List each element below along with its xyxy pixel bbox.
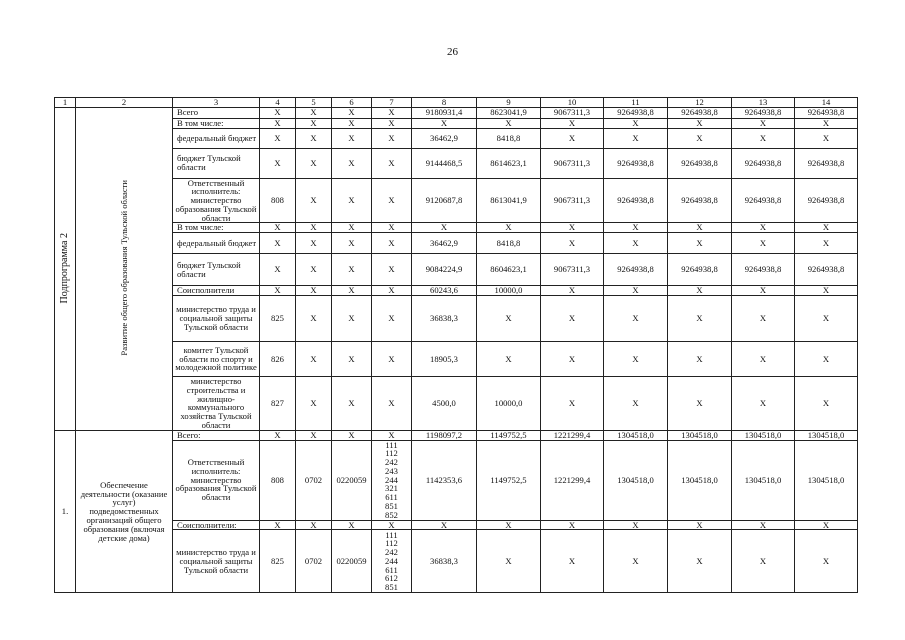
column-header-10: 10 [541,98,604,108]
row-label: Ответственный исполнитель: министерство образования Тульской области [173,440,260,520]
code-cell-c6: Х [332,341,372,376]
amount-cell: 9180931,4 [412,107,477,118]
amount-cell: 1149752,5 [477,430,541,440]
row-label: Соисполнители [173,286,260,296]
amount-cell: 9264938,8 [795,178,858,223]
code-cell-c4: Х [260,520,296,530]
row-label: Всего: [173,430,260,440]
code-cell-c6: Х [332,118,372,128]
amount-cell: Х [795,376,858,430]
amount-cell: Х [477,118,541,128]
amount-cell: 8613041,9 [477,178,541,223]
table-row [55,341,858,376]
code-cell-c6: Х [332,107,372,118]
amount-cell: Х [668,376,732,430]
column-header-11: 11 [604,98,668,108]
expense-type-cell [372,440,412,520]
amount-cell: Х [477,223,541,233]
column-header-13: 13 [732,98,795,108]
amount-cell: 9264938,8 [604,148,668,178]
code-cell-c5: Х [296,376,332,430]
amount-cell: Х [604,118,668,128]
amount-cell: Х [604,128,668,148]
code-cell-c6: Х [332,286,372,296]
amount-cell: Х [732,341,795,376]
amount-cell: Х [668,286,732,296]
amount-cell: Х [477,530,541,593]
column-header-5: 5 [296,98,332,108]
table-row [55,128,858,148]
table-row [55,520,858,530]
amount-cell: Х [477,341,541,376]
amount-cell: 36838,3 [412,295,477,341]
amount-cell: Х [732,295,795,341]
amount-cell: 9264938,8 [668,107,732,118]
amount-cell: 9264938,8 [604,178,668,223]
amount-cell: 9264938,8 [668,148,732,178]
code-cell-c5: Х [296,223,332,233]
table-row [55,430,858,440]
page-number: 26 [447,46,458,58]
amount-cell: 10000,0 [477,376,541,430]
amount-cell: Х [668,128,732,148]
amount-cell: Х [668,295,732,341]
amount-cell: Х [732,118,795,128]
amount-cell: Х [732,286,795,296]
column-header-7: 7 [372,98,412,108]
amount-cell: 1304518,0 [604,440,668,520]
code-cell-c4: Х [260,254,296,286]
code-cell-c4: 808 [260,440,296,520]
expense-type-cell: Х [372,118,412,128]
code-cell-c6: Х [332,376,372,430]
amount-cell: 1142353,6 [412,440,477,520]
amount-cell: 8418,8 [477,128,541,148]
amount-cell: Х [668,223,732,233]
amount-cell: Х [412,520,477,530]
row-label: федеральный бюджет [173,128,260,148]
expense-type-cell: Х [372,376,412,430]
amount-cell: Х [477,295,541,341]
row-label: В том числе: [173,118,260,128]
code-cell-c4: 825 [260,530,296,593]
expense-type-cell: Х [372,178,412,223]
expense-type-cell: Х [372,233,412,254]
code-cell-c5: Х [296,520,332,530]
amount-cell: Х [477,520,541,530]
code-cell-c4: Х [260,107,296,118]
expense-code: 852 [385,509,398,520]
table-row [55,286,858,296]
amount-cell: Х [541,341,604,376]
row-label: бюджет Тульской области [173,148,260,178]
expense-type-cell: Х [372,254,412,286]
amount-cell: Х [604,295,668,341]
amount-cell: 9067311,3 [541,254,604,286]
amount-cell: 9264938,8 [732,254,795,286]
table-row [55,118,858,128]
code-cell-c4: 808 [260,178,296,223]
amount-cell: 1304518,0 [668,430,732,440]
row-label: Соисполнители: [173,520,260,530]
amount-cell: 9067311,3 [541,148,604,178]
code-cell-c6: 0220059 [332,530,372,593]
expense-code: 612 [385,573,398,584]
code-cell-c5: Х [296,254,332,286]
measure-title-cell [76,430,173,592]
table-row [55,254,858,286]
amount-cell: 9067311,3 [541,178,604,223]
amount-cell: 10000,0 [477,286,541,296]
expense-code: 242 [385,547,398,558]
code-cell-c6: Х [332,233,372,254]
expense-type-cell: Х [372,128,412,148]
amount-cell: Х [668,520,732,530]
amount-cell: Х [732,530,795,593]
code-cell-c5: Х [296,233,332,254]
amount-cell: Х [795,128,858,148]
amount-cell: Х [668,341,732,376]
code-cell-c4: 827 [260,376,296,430]
expense-code: 244 [385,555,398,566]
amount-cell: Х [541,128,604,148]
amount-cell: 9264938,8 [604,107,668,118]
row-label: министерство труда и социальной защиты Тульской области [173,530,260,593]
code-cell-c5: Х [296,118,332,128]
code-cell-c6: Х [332,295,372,341]
amount-cell: 60243,6 [412,286,477,296]
amount-cell: Х [795,520,858,530]
amount-cell: Х [604,530,668,593]
row-label: комитет Тульской области по спорту и молодежной политике [173,341,260,376]
expense-code: 112 [385,448,398,459]
expense-type-cell: Х [372,107,412,118]
code-cell-c5: Х [296,128,332,148]
expense-code: 112 [385,538,398,549]
code-cell-c5: Х [296,107,332,118]
table-row [55,530,858,593]
amount-cell: Х [795,530,858,593]
code-cell-c5: 0702 [296,530,332,593]
subprogram-number: Подпрограмма 2 [58,232,70,304]
amount-cell: 1304518,0 [795,440,858,520]
amount-cell: Х [541,223,604,233]
amount-cell: Х [604,341,668,376]
expense-code: 611 [385,564,398,575]
code-cell-c5: Х [296,148,332,178]
amount-cell: Х [668,233,732,254]
amount-cell: Х [541,233,604,254]
table-row [55,440,858,520]
expense-code: 321 [385,483,398,494]
table-row [55,223,858,233]
header-row [55,98,858,108]
code-cell-c4: Х [260,286,296,296]
code-cell-c5: Х [296,286,332,296]
amount-cell: 9264938,8 [604,254,668,286]
code-cell-c6: 0220059 [332,440,372,520]
code-cell-c6: Х [332,148,372,178]
amount-cell: Х [541,118,604,128]
amount-cell: 9120687,8 [412,178,477,223]
measure-title: Обеспечение деятельности (оказание услуг) подведомственных организаций общего образования (включая детские дома) [80,479,168,543]
expense-type-cell: Х [372,520,412,530]
expense-code: 611 [385,492,398,503]
amount-cell: 9084224,9 [412,254,477,286]
amount-cell: 8418,8 [477,233,541,254]
table-row [55,233,858,254]
column-header-8: 8 [412,98,477,108]
amount-cell: Х [668,118,732,128]
row-label: федеральный бюджет [173,233,260,254]
amount-cell: Х [541,520,604,530]
row-label: Всего [173,107,260,118]
table-row [55,295,858,341]
amount-cell: 1149752,5 [477,440,541,520]
code-cell-c5: Х [296,295,332,341]
code-cell-c4: Х [260,223,296,233]
amount-cell: 18905,3 [412,341,477,376]
expense-type-cell: Х [372,341,412,376]
code-cell-c4: Х [260,148,296,178]
amount-cell: Х [732,520,795,530]
row-label: бюджет Тульской области [173,254,260,286]
column-header-6: 6 [332,98,372,108]
amount-cell: 8614623,1 [477,148,541,178]
row-label: Ответственный исполнитель: министерство образования Тульской области [173,178,260,223]
amount-cell: 9264938,8 [795,107,858,118]
column-header-12: 12 [668,98,732,108]
amount-cell: Х [795,118,858,128]
expense-type-cell: Х [372,286,412,296]
budget-table [54,97,858,593]
column-header-9: 9 [477,98,541,108]
expense-code: 244 [385,474,398,485]
expense-type-cell: Х [372,223,412,233]
measure-number-cell [55,430,76,592]
amount-cell: 1221299,4 [541,430,604,440]
amount-cell: Х [795,341,858,376]
expense-code: 111 [385,529,398,540]
amount-cell: 1304518,0 [732,440,795,520]
row-label: В том числе: [173,223,260,233]
column-header-3: 3 [173,98,260,108]
amount-cell: Х [732,376,795,430]
subprogram-title-cell [76,107,173,430]
amount-cell: Х [541,295,604,341]
code-cell-c5: Х [296,178,332,223]
amount-cell: 9067311,3 [541,107,604,118]
amount-cell: Х [541,376,604,430]
row-label: министерство труда и социальной защиты Тульской области [173,295,260,341]
code-cell-c6: Х [332,520,372,530]
table-row [55,376,858,430]
amount-cell: Х [604,223,668,233]
amount-cell: 9264938,8 [732,107,795,118]
amount-cell: 1304518,0 [668,440,732,520]
table-row [55,178,858,223]
table-row [55,148,858,178]
expense-code: 111 [385,440,398,450]
column-header-1: 1 [55,98,76,108]
amount-cell: Х [732,223,795,233]
amount-cell: 1304518,0 [732,430,795,440]
column-header-4: 4 [260,98,296,108]
amount-cell: Х [412,223,477,233]
row-label: министерство строительства и жилищно-коммунального хозяйства Тульской области [173,376,260,430]
amount-cell: 9264938,8 [795,254,858,286]
amount-cell: Х [795,233,858,254]
code-cell-c6: Х [332,430,372,440]
expense-code: 851 [385,582,398,593]
amount-cell: 1304518,0 [795,430,858,440]
amount-cell: 1198097,2 [412,430,477,440]
column-header-14: 14 [795,98,858,108]
expense-type-cell: Х [372,295,412,341]
expense-type-cell: Х [372,430,412,440]
code-cell-c5: Х [296,341,332,376]
column-header-2: 2 [76,98,173,108]
amount-cell: Х [732,128,795,148]
amount-cell: Х [604,376,668,430]
amount-cell: Х [795,223,858,233]
amount-cell: 1304518,0 [604,430,668,440]
amount-cell: Х [732,233,795,254]
subprogram-number-cell [55,107,76,430]
expense-type-cell [372,530,412,593]
amount-cell: Х [795,286,858,296]
code-cell-c4: Х [260,233,296,254]
amount-cell: 1221299,4 [541,440,604,520]
amount-cell: 36462,9 [412,128,477,148]
expense-code: 243 [385,465,398,476]
code-cell-c4: Х [260,118,296,128]
code-cell-c6: Х [332,223,372,233]
code-cell-c4: Х [260,430,296,440]
code-cell-c6: Х [332,128,372,148]
amount-cell: 36838,3 [412,530,477,593]
amount-cell: 9264938,8 [795,148,858,178]
amount-cell: Х [795,295,858,341]
expense-code: 242 [385,457,398,468]
code-cell-c5: Х [296,430,332,440]
amount-cell: 8604623,1 [477,254,541,286]
amount-cell: 8623041,9 [477,107,541,118]
amount-cell: 9264938,8 [732,178,795,223]
amount-cell: Х [541,286,604,296]
code-cell-c6: Х [332,254,372,286]
measure-number: 1. [61,506,69,517]
amount-cell: Х [668,530,732,593]
subprogram-title: Развитие общего образования Тульской области [118,180,129,356]
code-cell-c6: Х [332,178,372,223]
amount-cell: 9264938,8 [668,254,732,286]
code-cell-c4: 825 [260,295,296,341]
code-cell-c5: 0702 [296,440,332,520]
amount-cell: 9144468,5 [412,148,477,178]
code-cell-c4: Х [260,128,296,148]
amount-cell: Х [604,233,668,254]
amount-cell: 9264938,8 [732,148,795,178]
expense-code: 851 [385,501,398,512]
amount-cell: Х [412,118,477,128]
amount-cell: 36462,9 [412,233,477,254]
amount-cell: 4500,0 [412,376,477,430]
table-row [55,107,858,118]
expense-type-cell: Х [372,148,412,178]
amount-cell: 9264938,8 [668,178,732,223]
code-cell-c4: 826 [260,341,296,376]
amount-cell: Х [604,520,668,530]
amount-cell: Х [541,530,604,593]
amount-cell: Х [604,286,668,296]
